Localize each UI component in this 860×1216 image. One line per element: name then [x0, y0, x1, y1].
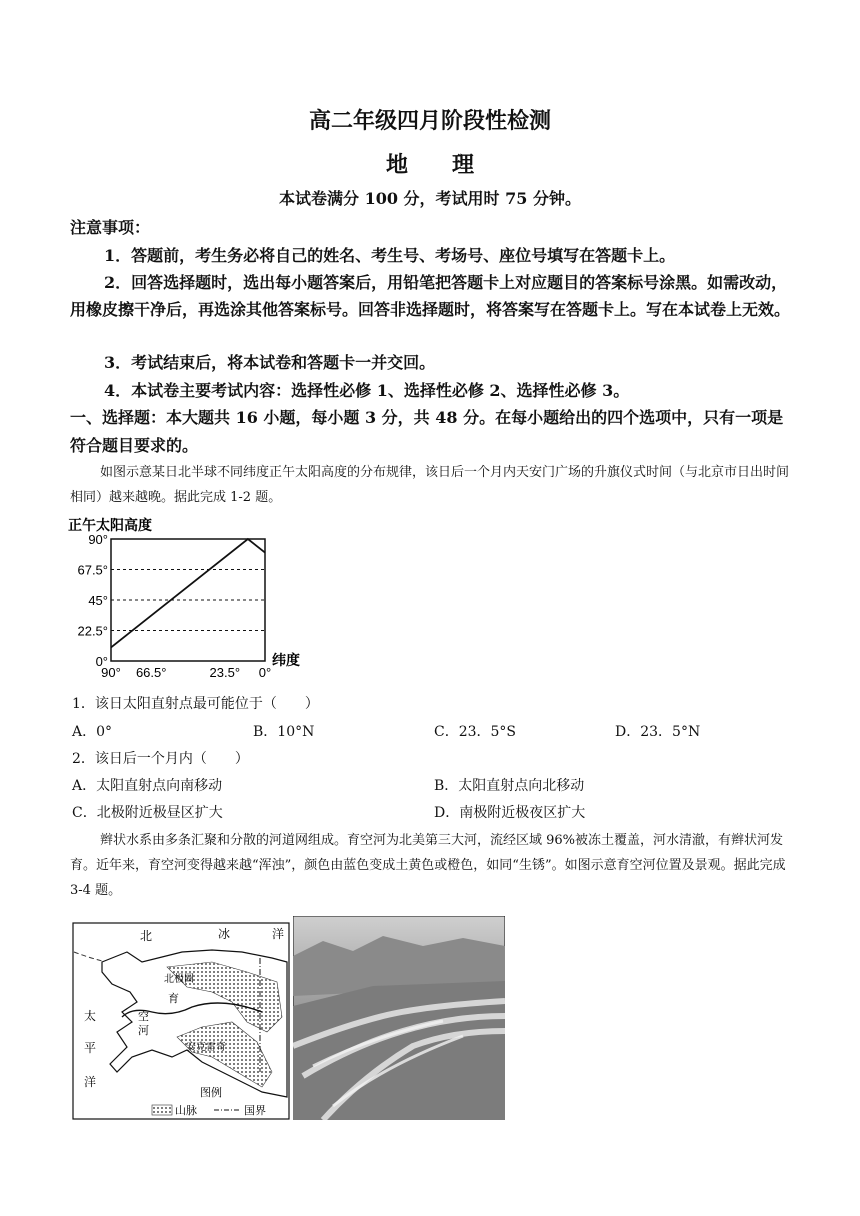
x-tick-labels: [101, 665, 271, 680]
y-tick-labels: [77, 532, 108, 669]
label-kong: 空: [138, 1010, 149, 1023]
y-tick-label: 67.5°: [77, 562, 108, 578]
legend-title: 图例: [200, 1086, 222, 1099]
chart-xlabel: 纬度: [272, 652, 300, 668]
q1-option-b: B．10°N: [253, 724, 315, 740]
y-tick-label: 45°: [88, 593, 108, 608]
yukon-location-map: [72, 922, 290, 1120]
page-title: 高二年级四月阶段性检测: [308, 108, 551, 134]
solar-altitude-chart: [66, 514, 326, 684]
grid-lines: [111, 570, 265, 631]
exam-info: 本试卷满分 100 分，考试用时 75 分钟。: [279, 189, 581, 208]
label-yu: 育: [168, 992, 179, 1005]
series-line: [111, 539, 265, 647]
plot-frame: [111, 539, 265, 661]
legend-mountain-label: 山脉: [175, 1104, 197, 1117]
legend-border-label: 国界: [244, 1104, 266, 1117]
passage-2: 辫状水系由多条汇聚和分散的河道网组成。育空河为北美第三大河，流经区域 96%被冻土覆盖，河水清澈，有辫状河发育。近年来，育空河变得越来越“浑浊”，颜色由蓝色变成土黄色或橙色，如同“生锈”。如图示意育空河位置及景观。据此完成 3-4 题。: [70, 833, 786, 898]
y-tick-label: 0°: [95, 654, 108, 669]
note-item-2: 2．回答选择题时，选出每小题答案后，用铅笔把答题卡上对应题目的答案标号涂黑。如需改动，用橡皮擦干净后，再选涂其他答案标号。回答非选择题时，将答案写在答题卡上。写在本试卷上无效。: [70, 273, 791, 319]
passage-1: 如图示意某日北半球不同纬度正午太阳高度的分布规律，该日后一个月内天安门广场的升旗仪式时间（与北京市日出时间相同）越来越晚。据此完成 1-2 题。: [70, 465, 790, 505]
label-tai: 太: [84, 1009, 97, 1023]
question-2-stem: 2．该日后一个月内（ ）: [72, 751, 249, 767]
label-ocean: 洋: [272, 927, 285, 941]
notes-heading: 注意事项：: [70, 218, 151, 237]
question-1-stem: 1．该日太阳直射点最可能位于（ ）: [72, 696, 319, 712]
yukon-river-photo: [293, 916, 505, 1120]
legend-mountain-swatch: [152, 1105, 172, 1115]
q2-option-c: C．北极附近极昼区扩大: [72, 805, 223, 821]
q2-option-a: A．太阳直射点向南移动: [72, 778, 223, 794]
chart-ylabel: 正午太阳高度: [68, 517, 152, 533]
section-heading: 一、选择题：本大题共 16 小题，每小题 3 分，共 48 分。在每小题给出的四个选项中，只有一项是符合题目要求的。: [70, 408, 784, 455]
note-item-4: 4．本试卷主要考试内容：选择性必修 1、选择性必修 2、选择性必修 3。: [104, 381, 630, 400]
q1-option-a: A．0°: [72, 724, 113, 740]
q1-option-d: D．23．5°N: [615, 724, 701, 740]
note-item-1: 1．答题前，考生务必将自己的姓名、考生号、考场号、座位号填写在答题卡上。: [104, 246, 676, 265]
x-tick-label: 23.5°: [209, 665, 241, 680]
label-he: 河: [138, 1024, 149, 1037]
note-item-3: 3．考试结束后，将本试卷和答题卡一并交回。: [104, 353, 436, 372]
q2-option-b: B．太阳直射点向北移动: [434, 778, 585, 794]
subject-title: 地 理: [385, 152, 474, 178]
label-arctic-circle: 北极圈: [164, 974, 194, 985]
y-tick-label: 22.5°: [77, 623, 108, 639]
x-tick-label: 66.5°: [135, 665, 167, 680]
label-ping: 平: [84, 1041, 97, 1055]
y-tick-label: 90°: [88, 532, 108, 547]
label-yang: 洋: [84, 1075, 97, 1089]
q2-option-d: D．南极附近极夜区扩大: [434, 805, 586, 821]
label-anchorage: 安克雷奇: [186, 1042, 226, 1053]
q1-option-c: C．23．5°S: [434, 724, 517, 740]
x-tick-label: 90°: [101, 665, 121, 680]
label-north: 北: [140, 929, 153, 943]
label-ice: 冰: [218, 927, 231, 941]
x-tick-label: 0°: [258, 665, 272, 680]
